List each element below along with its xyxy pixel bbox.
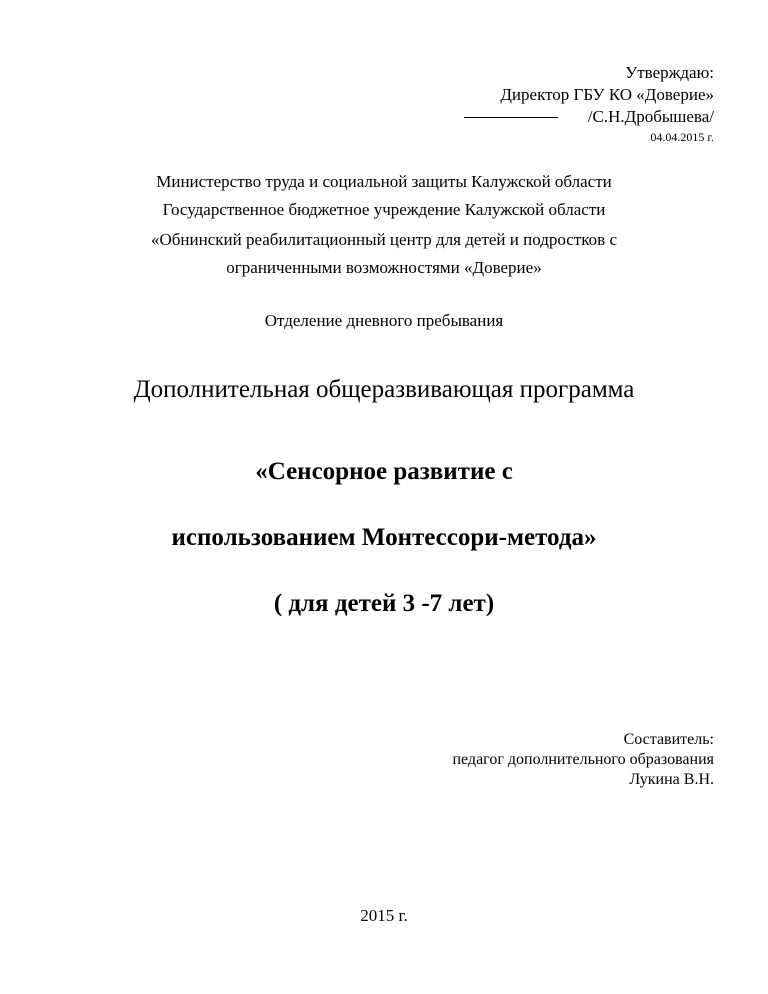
center-name-line-2: ограниченными возможностями «Доверие»: [226, 258, 542, 277]
author-name: Лукина В.Н.: [629, 771, 714, 788]
approval-date: 04.04.2015 г.: [650, 130, 714, 144]
approval-block: [464, 62, 714, 146]
approve-label: Утверждаю:: [625, 63, 714, 82]
program-title-line-2: использованием Монтессори-метода»: [171, 524, 597, 551]
author-position: педагог дополнительного образования: [452, 751, 714, 768]
signature-line: [464, 117, 558, 118]
age-group-line: ( для детей 3 -7 лет): [273, 590, 495, 617]
author-block: [452, 730, 714, 790]
center-name-line-1: «Обнинский реабилитационный центр для детей и подростков с: [150, 230, 617, 249]
signature-row: [464, 106, 714, 128]
department-line: Отделение дневного пребывания: [264, 311, 504, 330]
year-line: 2015 г.: [360, 906, 408, 925]
ministry-line: Министерство труда и социальной защиты Калужской области: [156, 172, 612, 191]
program-title-line-1: «Сенсорное развитие с: [255, 458, 513, 485]
program-type-heading: Дополнительная общеразвивающая программа: [133, 376, 635, 403]
director-line: Директор ГБУ КО «Доверие»: [500, 85, 714, 104]
signature-name: /С.Н.Дробышева/: [587, 107, 714, 126]
author-label: Составитель:: [623, 731, 714, 748]
institution-line: Государственное бюджетное учреждение Калужской области: [162, 200, 606, 219]
